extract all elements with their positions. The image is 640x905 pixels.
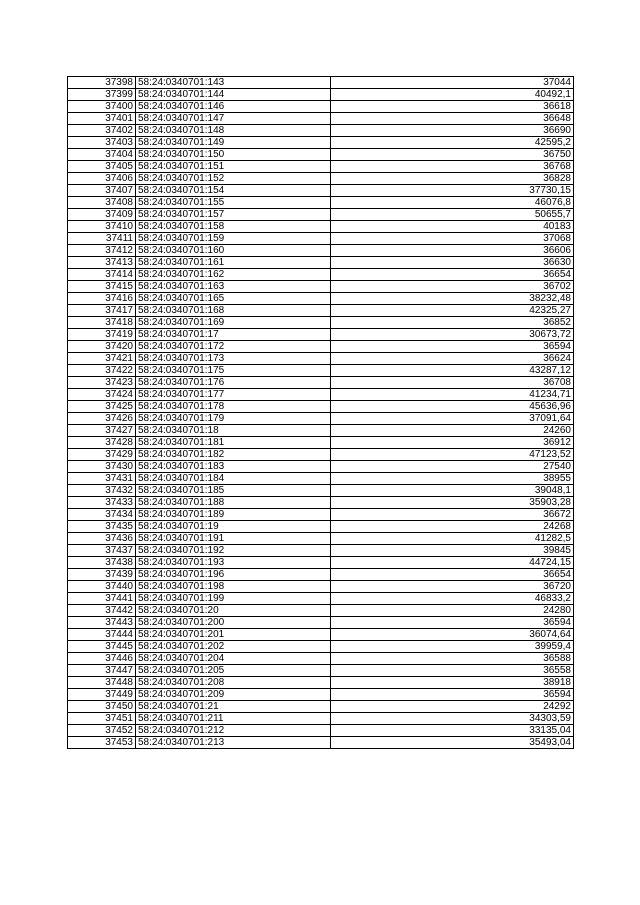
- cadastral-number-cell: 58:24:0340701:151: [136, 161, 331, 173]
- value-cell: 36912: [331, 437, 574, 449]
- row-number-cell: 37414: [68, 269, 136, 281]
- value-cell: 37091,64: [331, 413, 574, 425]
- value-cell: 36630: [331, 257, 574, 269]
- table-row: [68, 581, 574, 593]
- cadastral-number-cell: 58:24:0340701:173: [136, 353, 331, 365]
- row-number-cell: 37445: [68, 641, 136, 653]
- table-row: [68, 461, 574, 473]
- row-number-cell: 37440: [68, 581, 136, 593]
- value-cell: 45636,96: [331, 401, 574, 413]
- value-cell: 39845: [331, 545, 574, 557]
- cadastral-number-cell: 58:24:0340701:192: [136, 545, 331, 557]
- row-number-cell: 37408: [68, 197, 136, 209]
- cadastral-number-cell: 58:24:0340701:176: [136, 377, 331, 389]
- table-row: [68, 413, 574, 425]
- table-row: [68, 221, 574, 233]
- table-row: [68, 257, 574, 269]
- value-cell: 24292: [331, 701, 574, 713]
- row-number-cell: 37409: [68, 209, 136, 221]
- value-cell: 36606: [331, 245, 574, 257]
- value-cell: 36672: [331, 509, 574, 521]
- value-cell: 36708: [331, 377, 574, 389]
- row-number-cell: 37435: [68, 521, 136, 533]
- row-number-cell: 37443: [68, 617, 136, 629]
- table-row: [68, 497, 574, 509]
- row-number-cell: 37403: [68, 137, 136, 149]
- table-row: [68, 305, 574, 317]
- row-number-cell: 37412: [68, 245, 136, 257]
- cadastral-number-cell: 58:24:0340701:149: [136, 137, 331, 149]
- value-cell: 24280: [331, 605, 574, 617]
- row-number-cell: 37417: [68, 305, 136, 317]
- table-row: [68, 713, 574, 725]
- value-cell: 43287,12: [331, 365, 574, 377]
- table-row: [68, 653, 574, 665]
- row-number-cell: 37441: [68, 593, 136, 605]
- table-row: [68, 389, 574, 401]
- table-row: [68, 629, 574, 641]
- table-row: [68, 269, 574, 281]
- table-row: [68, 341, 574, 353]
- cadastral-number-cell: 58:24:0340701:155: [136, 197, 331, 209]
- cadastral-number-cell: 58:24:0340701:152: [136, 173, 331, 185]
- cadastral-number-cell: 58:24:0340701:154: [136, 185, 331, 197]
- value-cell: 40492,1: [331, 89, 574, 101]
- table-row: [68, 545, 574, 557]
- cadastral-number-cell: 58:24:0340701:179: [136, 413, 331, 425]
- table-row: [68, 617, 574, 629]
- table-row: [68, 557, 574, 569]
- value-cell: 36828: [331, 173, 574, 185]
- table-row: [68, 485, 574, 497]
- table-row: [68, 533, 574, 545]
- cadastral-number-cell: 58:24:0340701:169: [136, 317, 331, 329]
- row-number-cell: 37450: [68, 701, 136, 713]
- row-number-cell: 37404: [68, 149, 136, 161]
- table-row: [68, 149, 574, 161]
- value-cell: 34303,59: [331, 713, 574, 725]
- row-number-cell: 37453: [68, 737, 136, 749]
- cadastral-number-cell: 58:24:0340701:172: [136, 341, 331, 353]
- row-number-cell: 37429: [68, 449, 136, 461]
- row-number-cell: 37442: [68, 605, 136, 617]
- value-cell: 41234,71: [331, 389, 574, 401]
- row-number-cell: 37402: [68, 125, 136, 137]
- row-number-cell: 37434: [68, 509, 136, 521]
- row-number-cell: 37426: [68, 413, 136, 425]
- table-row: [68, 605, 574, 617]
- row-number-cell: 37451: [68, 713, 136, 725]
- cadastral-number-cell: 58:24:0340701:188: [136, 497, 331, 509]
- table-row: [68, 113, 574, 125]
- cadastral-number-cell: 58:24:0340701:18: [136, 425, 331, 437]
- cadastral-number-cell: 58:24:0340701:175: [136, 365, 331, 377]
- table-row: [68, 689, 574, 701]
- value-cell: 36648: [331, 113, 574, 125]
- cadastral-number-cell: 58:24:0340701:177: [136, 389, 331, 401]
- table-row: [68, 509, 574, 521]
- row-number-cell: 37447: [68, 665, 136, 677]
- value-cell: 37068: [331, 233, 574, 245]
- table-row: [68, 641, 574, 653]
- cadastral-number-cell: 58:24:0340701:204: [136, 653, 331, 665]
- cadastral-number-cell: 58:24:0340701:185: [136, 485, 331, 497]
- value-cell: 39959,4: [331, 641, 574, 653]
- table-row: [68, 233, 574, 245]
- cadastral-number-cell: 58:24:0340701:211: [136, 713, 331, 725]
- value-cell: 30673,72: [331, 329, 574, 341]
- value-cell: 36702: [331, 281, 574, 293]
- table-row: [68, 353, 574, 365]
- value-cell: 38918: [331, 677, 574, 689]
- table-row: [68, 281, 574, 293]
- document-page: [67, 76, 573, 749]
- cadastral-number-cell: 58:24:0340701:209: [136, 689, 331, 701]
- cadastral-number-cell: 58:24:0340701:148: [136, 125, 331, 137]
- table-row: [68, 521, 574, 533]
- value-cell: 36852: [331, 317, 574, 329]
- table-row: [68, 449, 574, 461]
- value-cell: 40183: [331, 221, 574, 233]
- table-row: [68, 77, 574, 89]
- cadastral-number-cell: 58:24:0340701:146: [136, 101, 331, 113]
- table-row: [68, 197, 574, 209]
- value-cell: 42595,2: [331, 137, 574, 149]
- table-row: [68, 161, 574, 173]
- row-number-cell: 37406: [68, 173, 136, 185]
- value-cell: 50655,7: [331, 209, 574, 221]
- value-cell: 42325,27: [331, 305, 574, 317]
- row-number-cell: 37452: [68, 725, 136, 737]
- cadastral-number-cell: 58:24:0340701:165: [136, 293, 331, 305]
- cadastral-number-cell: 58:24:0340701:212: [136, 725, 331, 737]
- row-number-cell: 37422: [68, 365, 136, 377]
- row-number-cell: 37418: [68, 317, 136, 329]
- value-cell: 46833,2: [331, 593, 574, 605]
- table-row: [68, 725, 574, 737]
- cadastral-number-cell: 58:24:0340701:161: [136, 257, 331, 269]
- cadastral-number-cell: 58:24:0340701:168: [136, 305, 331, 317]
- row-number-cell: 37423: [68, 377, 136, 389]
- row-number-cell: 37446: [68, 653, 136, 665]
- row-number-cell: 37411: [68, 233, 136, 245]
- value-cell: 24268: [331, 521, 574, 533]
- table-row: [68, 101, 574, 113]
- table-row: [68, 365, 574, 377]
- table-row: [68, 329, 574, 341]
- value-cell: 36558: [331, 665, 574, 677]
- cadastral-number-cell: 58:24:0340701:21: [136, 701, 331, 713]
- cadastral-table: [67, 76, 574, 749]
- cadastral-number-cell: 58:24:0340701:205: [136, 665, 331, 677]
- row-number-cell: 37432: [68, 485, 136, 497]
- cadastral-number-cell: 58:24:0340701:150: [136, 149, 331, 161]
- value-cell: 36654: [331, 269, 574, 281]
- row-number-cell: 37413: [68, 257, 136, 269]
- value-cell: 35903,28: [331, 497, 574, 509]
- value-cell: 35493,04: [331, 737, 574, 749]
- value-cell: 33135,04: [331, 725, 574, 737]
- table-row: [68, 677, 574, 689]
- table-row: [68, 293, 574, 305]
- value-cell: 27540: [331, 461, 574, 473]
- table-row: [68, 125, 574, 137]
- value-cell: 36074,64: [331, 629, 574, 641]
- table-row: [68, 473, 574, 485]
- row-number-cell: 37421: [68, 353, 136, 365]
- value-cell: 37730,15: [331, 185, 574, 197]
- cadastral-number-cell: 58:24:0340701:181: [136, 437, 331, 449]
- cadastral-number-cell: 58:24:0340701:198: [136, 581, 331, 593]
- row-number-cell: 37405: [68, 161, 136, 173]
- row-number-cell: 37431: [68, 473, 136, 485]
- table-row: [68, 185, 574, 197]
- cadastral-number-cell: 58:24:0340701:193: [136, 557, 331, 569]
- cadastral-number-cell: 58:24:0340701:162: [136, 269, 331, 281]
- cadastral-number-cell: 58:24:0340701:157: [136, 209, 331, 221]
- table-row: [68, 701, 574, 713]
- table-row: [68, 173, 574, 185]
- cadastral-number-cell: 58:24:0340701:199: [136, 593, 331, 605]
- cadastral-number-cell: 58:24:0340701:196: [136, 569, 331, 581]
- cadastral-number-cell: 58:24:0340701:159: [136, 233, 331, 245]
- row-number-cell: 37415: [68, 281, 136, 293]
- cadastral-number-cell: 58:24:0340701:189: [136, 509, 331, 521]
- row-number-cell: 37424: [68, 389, 136, 401]
- value-cell: 36618: [331, 101, 574, 113]
- cadastral-number-cell: 58:24:0340701:20: [136, 605, 331, 617]
- row-number-cell: 37428: [68, 437, 136, 449]
- value-cell: 37044: [331, 77, 574, 89]
- cadastral-number-cell: 58:24:0340701:184: [136, 473, 331, 485]
- table-row: [68, 437, 574, 449]
- row-number-cell: 37437: [68, 545, 136, 557]
- row-number-cell: 37420: [68, 341, 136, 353]
- row-number-cell: 37400: [68, 101, 136, 113]
- cadastral-number-cell: 58:24:0340701:17: [136, 329, 331, 341]
- table-row: [68, 401, 574, 413]
- cadastral-number-cell: 58:24:0340701:158: [136, 221, 331, 233]
- value-cell: 36594: [331, 689, 574, 701]
- row-number-cell: 37438: [68, 557, 136, 569]
- value-cell: 36768: [331, 161, 574, 173]
- table-row: [68, 425, 574, 437]
- table-row: [68, 89, 574, 101]
- cadastral-number-cell: 58:24:0340701:19: [136, 521, 331, 533]
- row-number-cell: 37407: [68, 185, 136, 197]
- value-cell: 44724,15: [331, 557, 574, 569]
- row-number-cell: 37419: [68, 329, 136, 341]
- row-number-cell: 37449: [68, 689, 136, 701]
- table-row: [68, 665, 574, 677]
- cadastral-number-cell: 58:24:0340701:183: [136, 461, 331, 473]
- row-number-cell: 37436: [68, 533, 136, 545]
- value-cell: 36720: [331, 581, 574, 593]
- cadastral-number-cell: 58:24:0340701:201: [136, 629, 331, 641]
- cadastral-number-cell: 58:24:0340701:208: [136, 677, 331, 689]
- table-body: [68, 77, 574, 749]
- table-row: [68, 737, 574, 749]
- value-cell: 36594: [331, 617, 574, 629]
- cadastral-number-cell: 58:24:0340701:144: [136, 89, 331, 101]
- row-number-cell: 37401: [68, 113, 136, 125]
- value-cell: 36588: [331, 653, 574, 665]
- cadastral-number-cell: 58:24:0340701:143: [136, 77, 331, 89]
- cadastral-number-cell: 58:24:0340701:200: [136, 617, 331, 629]
- value-cell: 47123,52: [331, 449, 574, 461]
- value-cell: 41282,5: [331, 533, 574, 545]
- table-row: [68, 245, 574, 257]
- cadastral-number-cell: 58:24:0340701:178: [136, 401, 331, 413]
- row-number-cell: 37425: [68, 401, 136, 413]
- value-cell: 36654: [331, 569, 574, 581]
- cadastral-number-cell: 58:24:0340701:160: [136, 245, 331, 257]
- value-cell: 46076,8: [331, 197, 574, 209]
- table-row: [68, 209, 574, 221]
- cadastral-number-cell: 58:24:0340701:163: [136, 281, 331, 293]
- value-cell: 38232,48: [331, 293, 574, 305]
- row-number-cell: 37448: [68, 677, 136, 689]
- cadastral-number-cell: 58:24:0340701:213: [136, 737, 331, 749]
- table-row: [68, 569, 574, 581]
- row-number-cell: 37398: [68, 77, 136, 89]
- row-number-cell: 37430: [68, 461, 136, 473]
- table-row: [68, 317, 574, 329]
- value-cell: 36750: [331, 149, 574, 161]
- row-number-cell: 37399: [68, 89, 136, 101]
- cadastral-number-cell: 58:24:0340701:147: [136, 113, 331, 125]
- row-number-cell: 37416: [68, 293, 136, 305]
- row-number-cell: 37410: [68, 221, 136, 233]
- table-row: [68, 137, 574, 149]
- row-number-cell: 37427: [68, 425, 136, 437]
- cadastral-number-cell: 58:24:0340701:202: [136, 641, 331, 653]
- table-row: [68, 377, 574, 389]
- value-cell: 24260: [331, 425, 574, 437]
- cadastral-number-cell: 58:24:0340701:182: [136, 449, 331, 461]
- value-cell: 36690: [331, 125, 574, 137]
- cadastral-number-cell: 58:24:0340701:191: [136, 533, 331, 545]
- value-cell: 38955: [331, 473, 574, 485]
- table-row: [68, 593, 574, 605]
- value-cell: 39048,1: [331, 485, 574, 497]
- value-cell: 36624: [331, 353, 574, 365]
- value-cell: 36594: [331, 341, 574, 353]
- row-number-cell: 37433: [68, 497, 136, 509]
- row-number-cell: 37444: [68, 629, 136, 641]
- row-number-cell: 37439: [68, 569, 136, 581]
